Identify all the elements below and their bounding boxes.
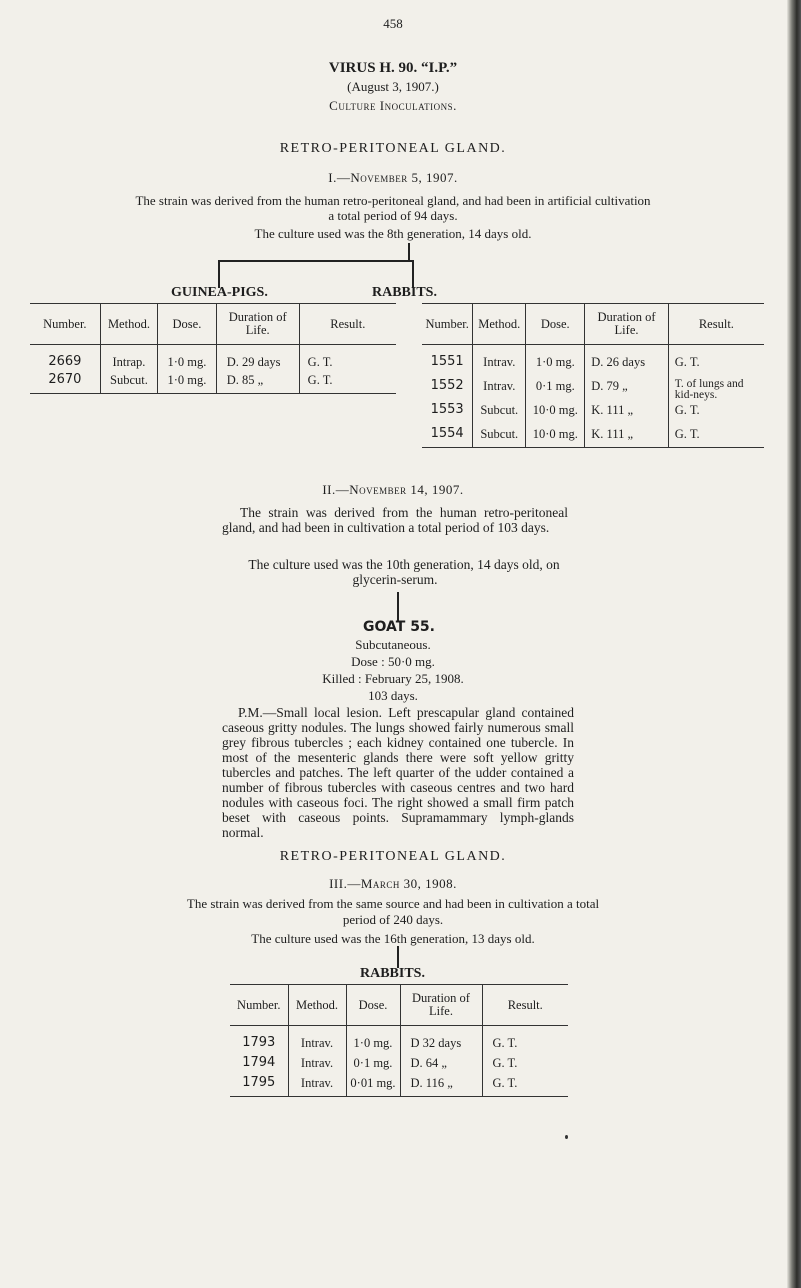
table-row [422, 345, 764, 370]
cell-method: Intrav. [288, 1050, 346, 1070]
cell-dose: 0·1 mg. [526, 369, 585, 401]
cell-result: G. T. [299, 369, 396, 394]
cell-duration: D. 85 „ [216, 369, 299, 394]
column-header: Duration of Life. [400, 985, 482, 1026]
cell-dose: 0·1 mg. [346, 1050, 400, 1070]
column-header: Result. [299, 304, 396, 345]
rabbits-table-2 [230, 984, 568, 1097]
cell-dose: 1·0 mg. [346, 1026, 400, 1051]
bracket-right-drop [412, 260, 414, 288]
cell-result: G. T. [482, 1026, 568, 1051]
goat-method: Subcutaneous. [355, 637, 431, 652]
cell-duration: K. 111 „ [585, 417, 668, 448]
column-header: Dose. [526, 304, 585, 345]
column-header: Dose. [158, 304, 217, 345]
table-row [422, 369, 764, 401]
goat-label: GOAT 55. [363, 619, 435, 635]
cell-number: 2669 [48, 354, 82, 369]
cell-method: Intrav. [288, 1026, 346, 1051]
rabbits-table-1 [422, 303, 764, 448]
rabbits2-label: RABBITS. [360, 966, 425, 981]
guinea-pigs-label: GUINEA-PIGS. [171, 285, 268, 300]
cell-result: G. T. [482, 1050, 568, 1070]
table-row [230, 1050, 568, 1070]
column-header: Number. [230, 985, 288, 1026]
cell-dose: 0·01 mg. [346, 1070, 400, 1097]
cell-dose: 10·0 mg. [526, 417, 585, 448]
cell-dose: 1·0 mg. [158, 345, 217, 370]
goat-days: 103 days. [368, 688, 418, 703]
cell-duration: D 32 days [400, 1026, 482, 1051]
cell-duration: K. 111 „ [585, 401, 668, 417]
cell-result: T. of lungs and kid-neys. [668, 369, 764, 401]
section3-line1: The strain was derived from the same source and had been in cultivation a total [186, 896, 600, 911]
cell-number: 2670 [48, 372, 82, 387]
cell-duration: D. 26 days [585, 345, 668, 370]
ink-speck [565, 1135, 568, 1139]
cell-duration: D. 64 „ [400, 1050, 482, 1070]
post-mortem-paragraph: P.M.—Small local lesion. Left prescapular gland contained caseous gritty nodules. The lungs showed fairly numerous small grey fibrous tubercles ; each kidney contained one tubercle. In most of the mesenteric glands there were soft yellow gritty tubercles and patches. The left quarter of the udder contained a number of fibrous tubercles with caseous centres and two hard nodules with caseous foci. The right showed a small firm patch beset with caseous points. Supramammary lymph-glands normal. [222, 705, 574, 840]
cell-number: 1551 [430, 354, 464, 369]
column-header: Method. [288, 985, 346, 1026]
bracket-stem [408, 243, 410, 261]
cell-dose: 1·0 mg. [158, 369, 217, 394]
column-header: Result. [482, 985, 568, 1026]
table-row [30, 345, 396, 370]
cell-method: Intrav. [473, 345, 526, 370]
cell-number: 1795 [242, 1075, 276, 1090]
subtitle: Culture Inoculations. [329, 98, 457, 113]
cell-method: Intrav. [473, 369, 526, 401]
table-row [422, 417, 764, 448]
section3-line3: The culture used was the 16th generation, 13 days old. [251, 931, 535, 946]
table-row [422, 401, 764, 417]
bracket-left-drop [218, 260, 220, 288]
column-header: Duration of Life. [216, 304, 299, 345]
column-header: Method. [100, 304, 157, 345]
cell-duration: D. 116 „ [400, 1070, 482, 1097]
cell-result: G. T. [299, 345, 396, 370]
cell-number: 1552 [430, 378, 464, 393]
page-edge-shadow [787, 0, 801, 1288]
cell-method: Intrap. [100, 345, 157, 370]
guinea-pigs-table [30, 303, 396, 394]
goat-dose: Dose : 50·0 mg. [351, 654, 435, 669]
section1-line3: The culture used was the 8th generation, 14 days old. [254, 226, 532, 241]
section1-heading: RETRO-PERITONEAL GLAND. [279, 141, 507, 156]
column-header: Duration of Life. [585, 304, 668, 345]
section1-line2: a total period of 94 days. [328, 208, 458, 223]
section2-para1: The strain was derived from the human retro-peritoneal gland, and had been in cultivation a total period of 103 days. [222, 505, 568, 535]
cell-duration: D. 29 days [216, 345, 299, 370]
page-title: VIRUS H. 90. “I.P.” [328, 60, 458, 76]
section2-para2: The culture used was the 10th generation, 14 days old, on glycerin-serum. [248, 557, 560, 587]
rabbits2-stem-line [397, 946, 399, 968]
cell-dose: 10·0 mg. [526, 401, 585, 417]
cell-number: 1553 [430, 402, 464, 417]
cell-method: Intrav. [288, 1070, 346, 1097]
column-header: Result. [668, 304, 764, 345]
cell-result: G. T. [668, 401, 764, 417]
goat-killed: Killed : February 25, 1908. [322, 671, 464, 686]
cell-method: Subcut. [473, 401, 526, 417]
table-row [230, 1070, 568, 1097]
column-header: Number. [30, 304, 100, 345]
cell-dose: 1·0 mg. [526, 345, 585, 370]
section3-sub: III.—March 30, 1908. [329, 876, 457, 891]
section1-sub: I.—November 5, 1907. [328, 170, 458, 185]
bracket-crossbar [218, 260, 414, 262]
table-row [30, 369, 396, 394]
cell-method: Subcut. [473, 417, 526, 448]
cell-method: Subcut. [100, 369, 157, 394]
cell-result: G. T. [668, 345, 764, 370]
date-line: (August 3, 1907.) [347, 79, 439, 94]
cell-number: 1794 [242, 1055, 276, 1070]
section3-heading: RETRO-PERITONEAL GLAND. [279, 849, 507, 864]
cell-number: 1793 [242, 1035, 276, 1050]
goat-stem-line [397, 592, 399, 622]
cell-duration: D. 79 „ [585, 369, 668, 401]
cell-result: G. T. [668, 417, 764, 448]
column-header: Number. [422, 304, 473, 345]
section2-sub: II.—November 14, 1907. [322, 482, 464, 497]
section1-line1: The strain was derived from the human retro-peritoneal gland, and had been in artificial cultivation [135, 193, 651, 208]
column-header: Dose. [346, 985, 400, 1026]
table-row [230, 1026, 568, 1051]
section3-line2: period of 240 days. [342, 912, 444, 927]
page-number: 458 [383, 16, 403, 31]
rabbits1-label: RABBITS. [372, 285, 437, 300]
cell-number: 1554 [430, 426, 464, 441]
column-header: Method. [473, 304, 526, 345]
cell-result: G. T. [482, 1070, 568, 1097]
